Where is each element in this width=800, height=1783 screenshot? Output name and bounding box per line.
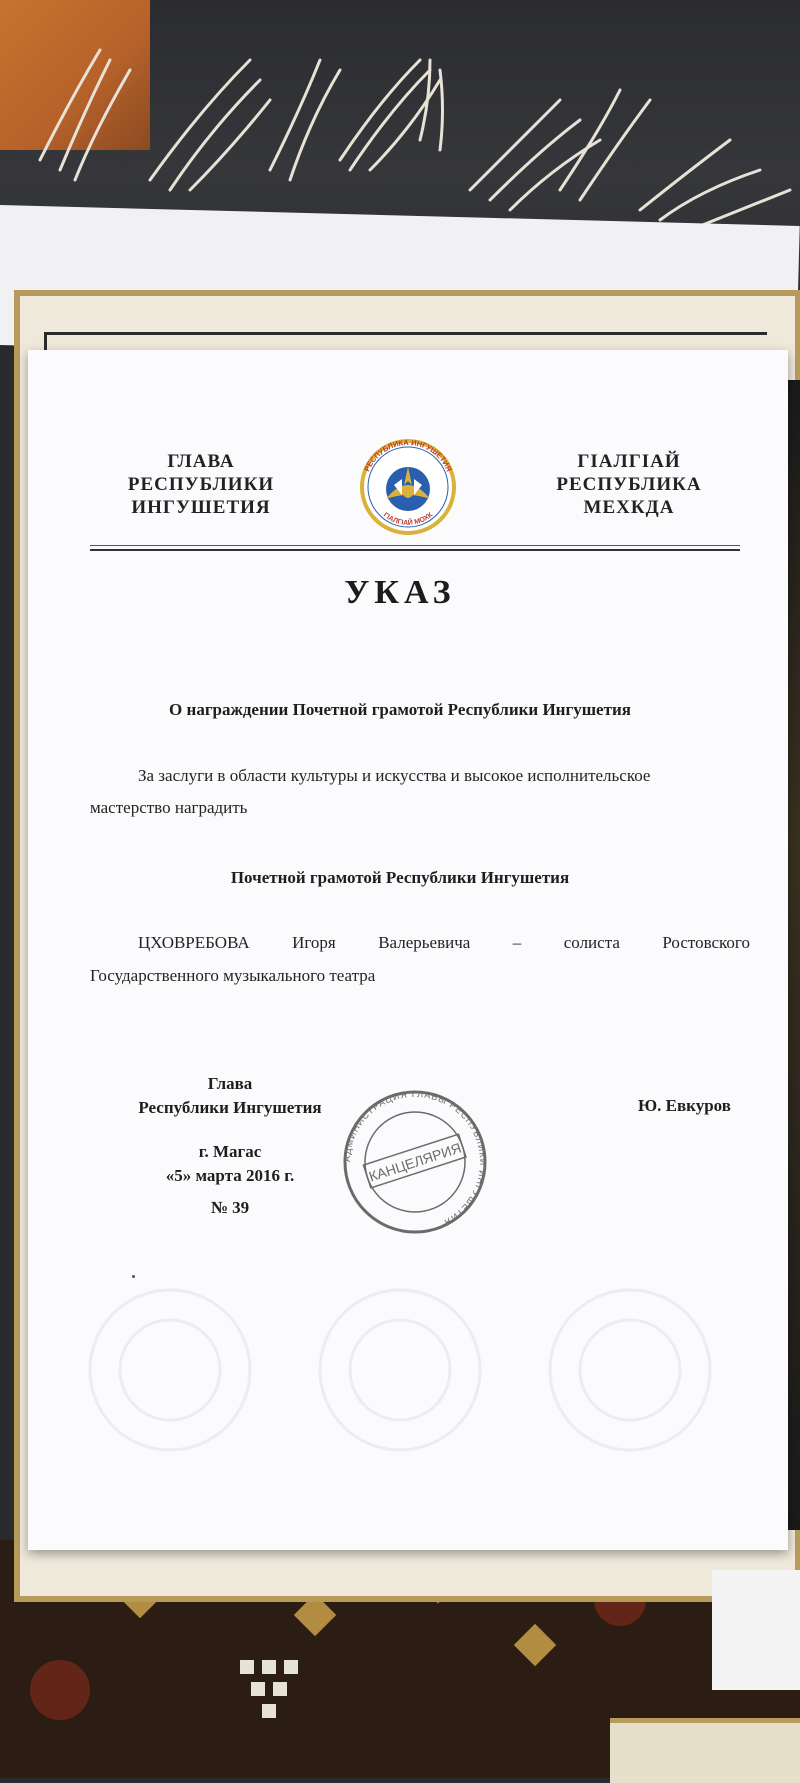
signatory-position [110,1072,350,1120]
emblem-bottom-text: ГIАЛГIАЙ МОХК [381,511,435,527]
stamp-ring-text: АДМИНИСТРАЦИЯ ГЛАВЫ РЕСПУБЛИКИ ИНГУШЕТИЯ [341,1088,489,1228]
paragraph-line: Государственного музыкального театра [90,966,376,985]
issue-date: «5» марта 2016 г. [165,1166,295,1185]
header-right-line: РЕСПУБЛИКА [556,474,702,495]
decree-number: № 39 [210,1198,250,1217]
header-right-line: ГIАЛГIАЙ [577,451,681,472]
recipient-word: Ростовского [662,933,750,952]
stamp-center-text: КАНЦЕЛЯРИЯ [366,1139,464,1185]
issue-place-date [130,1140,330,1188]
background-certificate-corner [610,1718,800,1783]
recipient-word: Валерьевича [378,933,471,952]
header-divider [90,545,740,546]
recipient-word: солиста [563,933,620,952]
award-name: Почетной грамотой Республики Ингушетия [230,868,570,887]
decree-subject: О награждении Почетной грамотой Республики Ингушетия [169,700,631,719]
ingushetia-emblem [358,437,458,537]
signatory-name: Ю. Евкуров [638,1096,731,1115]
recipient-line [138,933,750,953]
header-left-line: ИНГУШЕТИЯ [131,497,271,518]
recipient-word: – [512,933,522,952]
header-left-line: РЕСПУБЛИКИ [127,474,275,495]
header-left-title [106,450,296,519]
header-left-line: ГЛАВА [167,451,235,472]
paper-speck [132,1275,135,1278]
recipient-word: Игоря [292,933,336,952]
signatory-position-line: Республики Ингушетия [138,1098,322,1117]
paragraph-line: мастерство наградить [90,798,248,817]
header-right-line: МЕХКДА [583,497,675,518]
header-right-title [534,450,724,519]
emblem-top-text: РЕСПУБЛИКА ИНГУШЕТИЯ [362,437,454,473]
office-stamp [340,1087,490,1237]
issue-place: г. Магас [198,1142,262,1161]
header-divider [90,549,740,551]
watermark-pattern [60,1250,740,1480]
recipient-word: ЦХОВРЕБОВА [138,933,250,952]
background-sheet [712,1570,800,1690]
paragraph-line: За заслуги в области культуры и искусства и высокое исполнительское [138,766,651,785]
signatory-position-line: Глава [207,1074,253,1093]
document-title: УКАЗ [344,574,456,611]
